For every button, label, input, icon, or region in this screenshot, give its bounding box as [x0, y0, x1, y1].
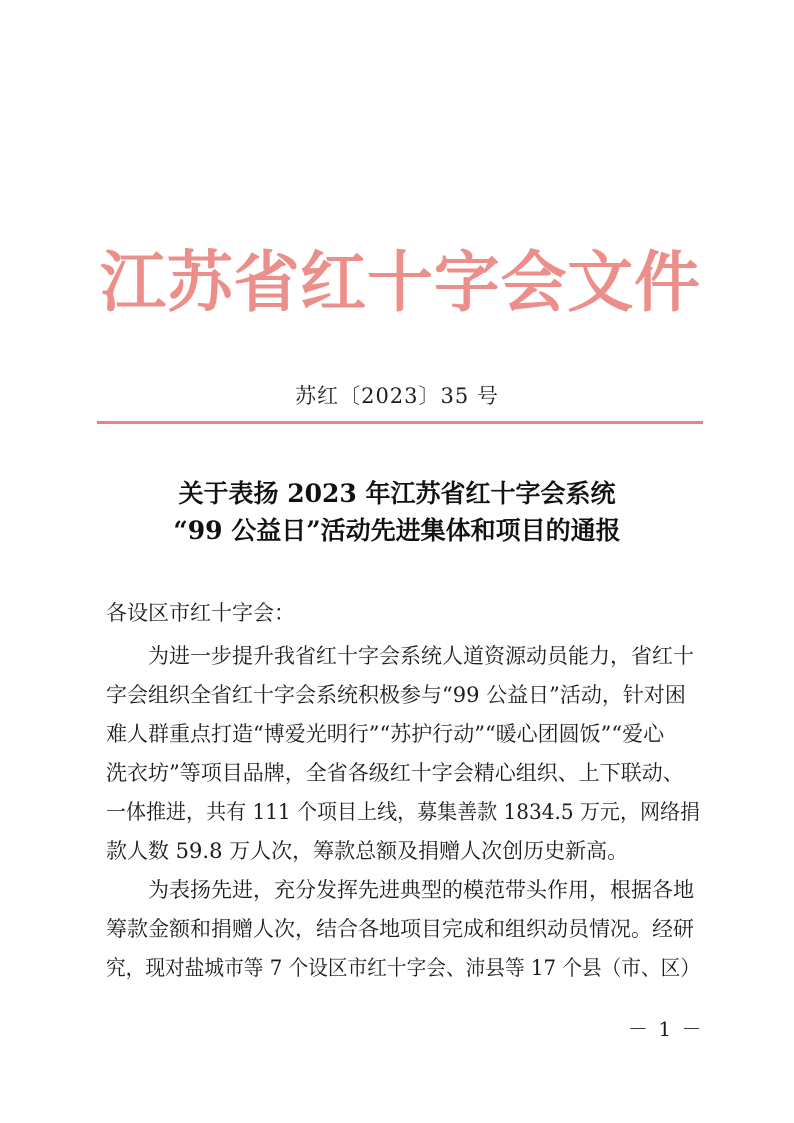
page-number: － 1 －	[628, 1017, 704, 1041]
body-line: 一体推进，共有 111 个项目上线，募集善款 1834.5 万元，网络捐	[106, 800, 700, 824]
body-line: 筹款金额和捐赠人次，结合各地项目完成和组织动员情况。经研	[106, 917, 694, 941]
title-line-2: “99 公益日”活动先进集体和项目的通报	[173, 516, 621, 545]
masthead-char: 苏	[166, 242, 233, 321]
masthead-char: 文	[567, 242, 634, 321]
notice-title	[0, 475, 794, 549]
masthead-char: 会	[500, 242, 567, 321]
body-line: 究，现对盐城市等 7 个设区市红十字会、沛县等 17 个县（市、区）	[106, 956, 700, 980]
document-number: 苏红〔2023〕35 号	[295, 384, 499, 408]
masthead-char: 件	[634, 242, 700, 321]
body-line: 为表扬先进，充分发挥先进典型的模范带头作用，根据各地	[148, 878, 694, 902]
body-line: 款人数 59.8 万人次，筹款总额及捐赠人次创历史新高。	[106, 839, 629, 863]
body-line: 洗衣坊”等项目品牌，全省各级红十字会精心组织、上下联动、	[106, 761, 684, 785]
title-line-1: 关于表扬 2023 年江苏省红十字会系统	[178, 479, 616, 508]
masthead-char: 江	[100, 242, 166, 321]
salutation: 各设区市红十字会：	[106, 601, 295, 625]
body-line: 字会组织全省红十字会系统积极参与“99 公益日”活动，针对困	[106, 683, 686, 707]
masthead-char: 十	[367, 242, 433, 321]
masthead-char: 红	[300, 242, 367, 321]
red-divider-line	[97, 421, 703, 424]
body-line: 为进一步提升我省红十字会系统人道资源动员能力，省红十	[148, 644, 694, 668]
body-line: 难人群重点打造“博爱光明行”“苏护行动”“暖心团圆饭”“爱心	[106, 722, 665, 746]
masthead-char: 省	[233, 242, 300, 321]
masthead-title	[100, 226, 700, 326]
masthead-char: 字	[433, 242, 500, 321]
